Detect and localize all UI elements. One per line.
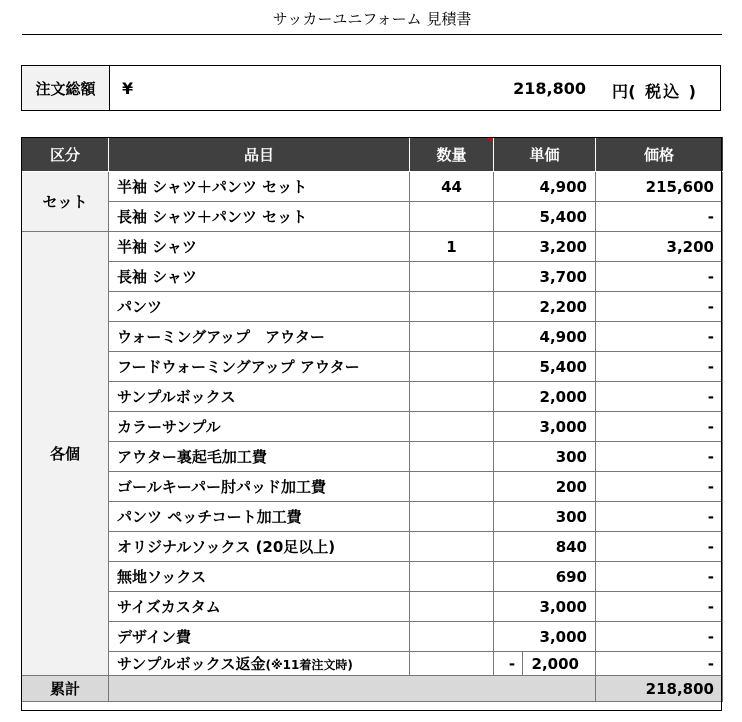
item-name[interactable]: パンツ [109, 292, 410, 322]
unit-price-cell[interactable]: 840 [494, 532, 596, 562]
item-name[interactable]: オリジナルソックス (20足以上) [109, 532, 410, 562]
table-row [22, 502, 723, 532]
unit-price-cell[interactable]: 3,000 [494, 412, 596, 442]
unit-price-cell[interactable]: 3,700 [494, 262, 596, 292]
item-name[interactable]: 長袖 シャツ＋パンツ セット [109, 202, 410, 232]
price-cell[interactable]: - [596, 262, 723, 292]
tax-note: ( 税込 ) [628, 82, 698, 101]
qty-cell[interactable] [410, 322, 494, 352]
table-row [22, 472, 723, 502]
table-row [22, 442, 723, 472]
table-row [22, 202, 723, 232]
price-cell[interactable]: - [596, 352, 723, 382]
unit-price-cell[interactable]: 3,000 [494, 592, 596, 622]
unit-price-cell[interactable]: 200 [494, 472, 596, 502]
price-cell[interactable]: - [596, 502, 723, 532]
price-cell[interactable]: - [596, 322, 723, 352]
qty-cell[interactable] [410, 382, 494, 412]
price-cell[interactable]: - [596, 412, 723, 442]
item-name[interactable]: パンツ ペッチコート加工費 [109, 502, 410, 532]
qty-cell[interactable] [410, 442, 494, 472]
table-row [22, 562, 723, 592]
unit-price-cell[interactable]: 3,200 [494, 232, 596, 262]
item-name[interactable]: 長袖 シャツ [109, 262, 410, 292]
qty-cell[interactable] [410, 292, 494, 322]
item-name[interactable]: 半袖 シャツ [109, 232, 410, 262]
table-row [22, 622, 723, 652]
price-cell[interactable]: - [596, 472, 723, 502]
item-name[interactable]: アウター裏起毛加工費 [109, 442, 410, 472]
price-cell[interactable]: - [596, 292, 723, 322]
item-name[interactable]: サイズカスタム [109, 592, 410, 622]
qty-cell[interactable]: 44 [410, 172, 494, 202]
order-total-value [110, 66, 720, 110]
table-row [22, 172, 723, 202]
table-header-row [22, 138, 723, 172]
price-cell[interactable]: - [596, 382, 723, 412]
table-row [22, 532, 723, 562]
item-name[interactable] [109, 652, 410, 676]
qty-cell[interactable] [410, 412, 494, 442]
page-title: サッカーユニフォーム 見積書 [272, 10, 472, 28]
unit-price-cell[interactable]: 4,900 [494, 322, 596, 352]
item-note: (※11着注文時) [265, 658, 353, 672]
unit-price-value: 2,000 [531, 654, 579, 673]
negative-price [502, 652, 587, 675]
table-row [22, 322, 723, 352]
order-total-label: 注文総額 [22, 66, 110, 110]
table-row [22, 652, 723, 676]
unit-price-cell[interactable]: 5,400 [494, 202, 596, 232]
table-row [22, 382, 723, 412]
item-name[interactable]: ウォーミングアップ アウター [109, 322, 410, 352]
estimate-table [21, 137, 723, 702]
unit-price-cell[interactable] [494, 652, 596, 676]
table-row [22, 412, 723, 442]
qty-cell[interactable] [410, 592, 494, 622]
item-name[interactable]: 半袖 シャツ＋パンツ セット [109, 172, 410, 202]
title-divider [22, 34, 722, 35]
order-total-amount: 218,800 [513, 79, 586, 98]
comment-indicator-icon[interactable] [486, 137, 492, 143]
header-qty: 数量 [410, 138, 494, 172]
item-name[interactable]: ゴールキーパー肘パッド加工費 [109, 472, 410, 502]
price-cell[interactable]: 215,600 [596, 172, 723, 202]
table-row [22, 262, 723, 292]
unit-price-cell[interactable]: 4,900 [494, 172, 596, 202]
minus-sign: - [502, 652, 523, 675]
header-unit-price: 単価 [494, 138, 596, 172]
price-cell[interactable]: 3,200 [596, 232, 723, 262]
header-category: 区分 [22, 138, 109, 172]
unit-price-cell[interactable]: 3,000 [494, 622, 596, 652]
unit-price-cell[interactable]: 300 [494, 442, 596, 472]
summary-label: 累計 [22, 676, 109, 702]
qty-cell[interactable] [410, 532, 494, 562]
item-name[interactable]: デザイン費 [109, 622, 410, 652]
qty-cell[interactable] [410, 502, 494, 532]
price-cell[interactable]: - [596, 592, 723, 622]
unit-price-cell[interactable]: 2,000 [494, 382, 596, 412]
price-cell[interactable]: - [596, 652, 723, 676]
price-cell[interactable]: - [596, 622, 723, 652]
table-row [22, 352, 723, 382]
category-individual: 各個 [22, 232, 109, 676]
unit-price-cell[interactable]: 2,200 [494, 292, 596, 322]
item-name-text: サンプルボックス返金 [117, 655, 266, 673]
item-name[interactable]: 無地ソックス [109, 562, 410, 592]
qty-cell[interactable] [410, 562, 494, 592]
header-price: 価格 [596, 138, 723, 172]
summary-total: 218,800 [596, 676, 723, 702]
summary-row [22, 676, 723, 702]
item-name[interactable]: サンプルボックス [109, 382, 410, 412]
qty-cell[interactable] [410, 472, 494, 502]
table-row [22, 292, 723, 322]
qty-cell[interactable] [410, 652, 494, 676]
qty-cell[interactable] [410, 352, 494, 382]
qty-cell[interactable]: 1 [410, 232, 494, 262]
category-set: セット [22, 172, 109, 232]
summary-spacer [109, 676, 596, 702]
price-cell[interactable]: - [596, 532, 723, 562]
order-total-unit: 円 [611, 82, 628, 101]
currency-symbol: ¥ [122, 79, 134, 98]
unit-price-cell[interactable]: 690 [494, 562, 596, 592]
table-row [22, 592, 723, 622]
price-cell[interactable]: - [596, 442, 723, 472]
unit-price-cell[interactable]: 5,400 [494, 352, 596, 382]
qty-cell[interactable] [410, 622, 494, 652]
qty-cell[interactable] [410, 202, 494, 232]
price-cell[interactable]: - [596, 202, 723, 232]
item-name[interactable]: フードウォーミングアップ アウター [109, 352, 410, 382]
table-row [22, 232, 723, 262]
order-total-box [21, 65, 721, 111]
price-cell[interactable]: - [596, 562, 723, 592]
unit-price-cell[interactable]: 300 [494, 502, 596, 532]
item-name[interactable]: カラーサンプル [109, 412, 410, 442]
header-item: 品目 [109, 138, 410, 172]
qty-cell[interactable] [410, 262, 494, 292]
